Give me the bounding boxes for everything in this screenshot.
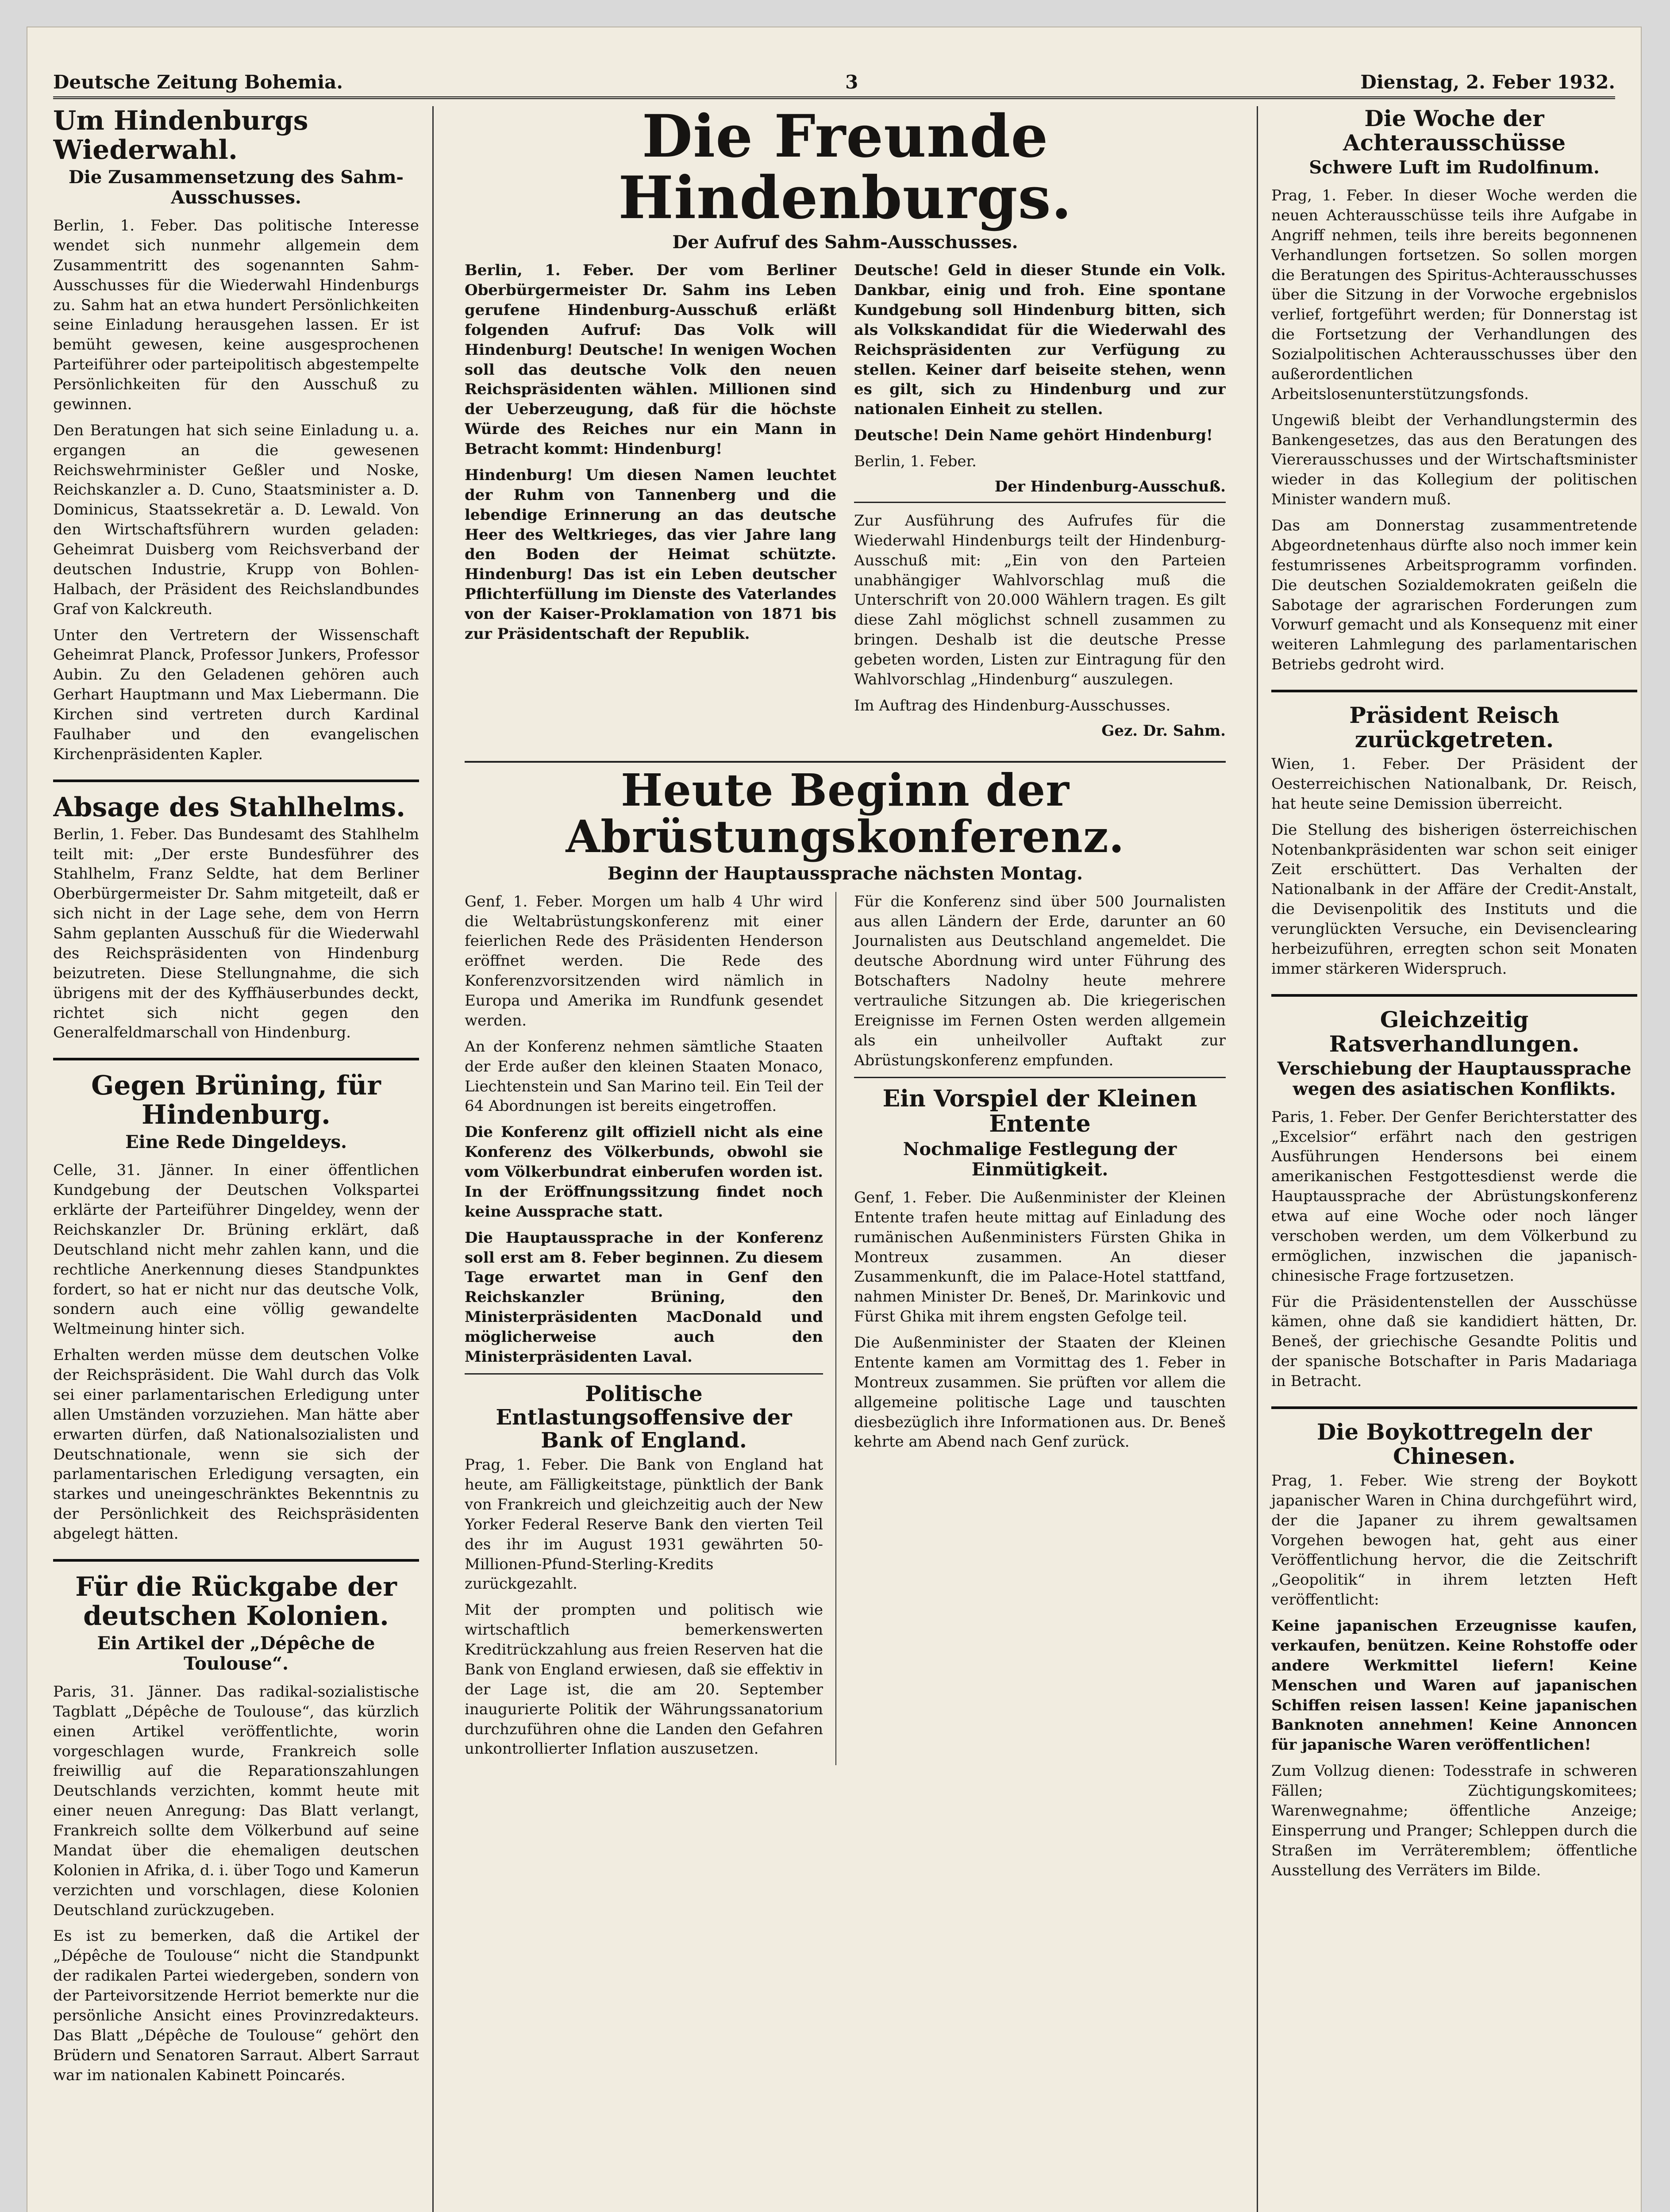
article-paragraph: Für die Präsidentenstellen der Ausschüsse kämen, ohne daß sie kandidiert hätten, Dr. Beneš, der griechische Gesandte Politis und der spanische Botschafter in Paris Madariaga in Betracht. [1271, 1293, 1637, 1390]
article-paragraph: Hindenburg! Um diesen Namen leuchtet der Ruhm von Tannenberg und die lebendige Erinnerung an das deutsche Heer des Weltkrieges, das vier Jahre lang den Boden der Heimat schützte. Hindenburg! Das ist ein Leben deutscher Pflichterfüllung im Dienste des Vaterlandes von der Kaiser-Proklamation von 1871 bis zur Präsidentschaft der Republik. [465, 466, 836, 643]
article-paragraph: Deutsche! Geld in dieser Stunde ein Volk. Dankbar, einig und froh. Eine spontane Kundgebung soll Hindenburg bitten, sich als Volkskandidat für die Wiederwahl des Reichspräsidenten zur Verfügung zu stellen. Keiner darf beiseite stehen, wenn es gilt, sich zu Hindenburg und zur nationalen Einheit zu stellen. [854, 261, 1226, 419]
article-paragraph: Genf, 1. Feber. Die Außenminister der Kleinen Entente trafen heute mittag auf Einladung des rumänischen Außenministers Fürsten Ghika in Montreux zusammen. An dieser Zusammenkunft, die im Palace-Hotel stattfand, nahmen Minister Dr. Beneš, Dr. Marinkovic und Fürst Ghika mit ihrem engsten Gefolge teil. [854, 1188, 1226, 1326]
article-subtitle: Schwere Luft im Rudolfinum. [1309, 157, 1600, 178]
article-paragraph: Genf, 1. Feber. Morgen um halb 4 Uhr wird die Weltabrüstungskonferenz mit einer feierlichen Rede des Präsidenten Henderson eröffnet werden. Die Rede des Konferenzvorsitzenden wird nämlich in Europa und Amerika im Rundfunk gesendet werden. [465, 892, 823, 1029]
article-subtitle: Die Zusammensetzung des Sahm-Ausschusses. [68, 167, 404, 208]
article-paragraph: Celle, 31. Jänner. In einer öffentlichen Kundgebung der Deutschen Volkspartei erklärte der Parteiführer Dingeldey, wenn der Reichskanzler Dr. Brüning erklärt, daß Deutschland nicht mehr zahlen kann, und die rechtliche Anerkennung dieses Standpunktes fordert, so hat er nicht nur das deutsche Volk, sondern auch eine völlig gewandelte Weltmeinung hinter sich. [53, 1161, 419, 1338]
article-paragraph: Wien, 1. Feber. Der Präsident der Oesterreichischen Nationalbank, Dr. Reisch, hat heute seine Demission überreicht. [1271, 755, 1637, 813]
article-paragraph: Zur Ausführung des Aufrufes für die Wiederwahl Hindenburgs teilt der Hindenburg-Ausschuß mit: „Ein von den Parteien unabhängiger Wahlvorschlag muß die Unterschrift von 20.000 Wählern tragen. Es gilt diese Zahl möglichst schnell zusammen zu bringen. Deshalb ist die deutsche Presse gebeten worden, Listen zur Eintragung für den Wahlvorschlag „Hindenburg“ auszulegen. [854, 511, 1226, 688]
left-column [53, 106, 434, 2212]
article-title: Die Boykottregeln der Chinesen. [1316, 1418, 1592, 1469]
article-paragraph: Den Beratungen hat sich seine Einladung u. a. ergangen an die gewesenen Reichswehrminister Geßler und Noske, Reichskanzler a. D. Cuno, Staatsminister a. D. Dominicus, Staatssekretär a. D. Lewald. Von den Wirtschaftsführern wurden geladen: Geheimrat Duisberg vom Reichsverband der deutschen Industrie, Krupp von Bohlen-Halbach, der Präsident des Reichslandbundes Graf von Kalckreuth. [53, 421, 419, 618]
article-hindenburg-wiederwahl [53, 106, 419, 764]
page-number: 3 [845, 71, 858, 93]
article-title: Gegen Brüning, für Hindenburg. [91, 1070, 381, 1131]
article-title: Ein Vorspiel der Kleinen Entente [882, 1085, 1197, 1137]
second-subtitle: Beginn der Hauptaussprache nächsten Montag. [607, 863, 1083, 884]
article-paragraph: Deutsche! Dein Name gehört Hindenburg! [854, 426, 1213, 445]
article-subtitle: Ein Artikel der „Dépêche de Toulouse“. [97, 1632, 375, 1674]
center-column [465, 106, 1226, 2212]
newspaper-page [27, 27, 1642, 2212]
article-title: Absage des Stahlhelms. [53, 791, 406, 823]
article-abruestung [465, 764, 1226, 1766]
article-paragraph: Es ist zu bemerken, daß die Artikel der „Dépêche de Toulouse“ nicht die Standpunkt der radikalen Partei wiedergeben, sondern von der Parteivorsitzende Herriot bemerkte nur die persönliche Ansicht eines Provinzredakteurs. Das Blatt „Dépêche de Toulouse“ gehört den Brüdern und Senatoren Sarraut. Albert Sarraut war im nationalen Kabinett Poincarés. [53, 1927, 419, 2084]
second-body [465, 892, 1226, 1766]
lead-body-left [465, 261, 836, 746]
section-rule [1271, 1406, 1637, 1409]
article-paragraph: Die Hauptaussprache in der Konferenz soll erst am 8. Feber beginnen. Zu diesem Tage erwartet man in Genf den Reichskanzler Brüning, den Ministerpräsidenten MacDonald und möglicherweise auch den Ministerpräsidenten Laval. [465, 1229, 823, 1366]
article-dateline: Berlin, 1. Feber. [854, 453, 977, 471]
article-paragraph: Im Auftrag des Hindenburg-Ausschusses. [854, 696, 1171, 714]
article-title: Um Hindenburgs Wiederwahl. [53, 106, 308, 165]
article-ratsverhandlungen [1271, 1007, 1637, 1391]
lead-body-right [854, 261, 1226, 746]
article-paragraph: Paris, 1. Feber. Der Genfer Berichterstatter des „Excelsior“ erfährt nach den gestrigen Ausführungen Hendersons bei einem amerikanischen Festgottesdienst werde die Hauptaussprache der Abrüstungskonferenz etwa auf eine Woche oder noch länger verschoben werden, um dem Völkerbund zu ermöglichen, inzwischen die japanisch-chinesische Frage fortzusetzen. [1271, 1108, 1637, 1285]
article-paragraph: Mit der prompten und politisch wie wirtschaftlich bemerkenswerten Kreditrückzahlung aus freien Reserven hat die Bank von England erwiesen, daß sie effektiv in der Lage ist, die am 20. September inaugurierte Politik der Währungssanatorium durchzuführen ohne die Landen den Gefahren unkontrollierter Inflation auszusetzen. [465, 1601, 823, 1758]
article-paragraph: Für die Konferenz sind über 500 Journalisten aus allen Ländern der Erde, darunter an 60 Journalisten aus Deutschland angemeldet. Die deutsche Abordnung wird unter Führung des Botschafters Nadolny heute mehrere vertrauliche Sitzungen ab. Die kriegerischen Ereignisse im Fernen Osten werden allgemein als ein unheilvoller Auftakt zur Abrüstungskonferenz empfunden. [854, 892, 1226, 1069]
article-paragraph: Ungewiß bleibt der Verhandlungstermin des Bankengesetzes, das aus den Beratungen des Viererausschusses und der Wirtschaftsminister wieder in das Kollegium der politischen Minister wandern muß. [1271, 411, 1637, 509]
article-paragraph: Berlin, 1. Feber. Das politische Interesse wendet sich nunmehr allgemein dem Zusammentritt des sogenannten Sahm-Ausschusses für die Wiederwahl Hindenburgs zu. Sahm hat an etwa hundert Persönlichkeiten seine Einladung herausgehen lassen. Er ist bemüht gewesen, keine ausgesprochenen Parteiführer oder parteipolitisch abgestempelte Persönlichkeiten für den Ausschuß zu gewinnen. [53, 217, 419, 413]
article-achterausschuesse [1271, 106, 1637, 675]
article-paragraph: Die Stellung des bisherigen österreichischen Notenbankpräsidenten war schon seit einiger Zeit erschüttert. Das Verhalten der Nationalbank in der Affäre der Credit-Anstalt, die Devisenpolitik des Instituts und die verunglückten Versuche, ein Devisenclearing herbeizuführen, erregten schon seit Monaten immer stärkeren Widerspruch. [1271, 821, 1637, 978]
issue-date: Dienstag, 2. Feber 1932. [1360, 71, 1615, 93]
article-paragraph: Berlin, 1. Feber. Der vom Berliner Oberbürgermeister Dr. Sahm ins Leben gerufene Hindenburg-Ausschuß erläßt folgenden Aufruf: Das Volk will Hindenburg! Deutsche! In wenigen Wochen soll das deutsche Volk den neuen Reichspräsidenten wählen. Millionen sind der Ueberzeugung, daß für die höchste Würde des Reiches nur ein Mann in Betracht kommt: Hindenburg! [465, 261, 836, 458]
section-rule [465, 761, 1226, 763]
article-paragraph: Die Konferenz gilt offiziell nicht als eine Konferenz des Völkerbunds, obwohl sie vom Völkerbundrat einberufen worden ist. In der Eröffnungssitzung findet noch keine Aussprache statt. [465, 1123, 823, 1221]
section-rule [53, 780, 419, 782]
divider [465, 1373, 823, 1375]
article-paragraph: Keine japanischen Erzeugnisse kaufen, verkaufen, benützen. Keine Rohstoffe oder andere Werkmittel liefern! Keine Menschen und Waren auf japanischen Schiffen reisen lassen! Keine japanischen Banknoten annehmen! Keine Annoncen für japanische Waren veröffentlichen! [1271, 1617, 1637, 1754]
article-paragraph: Prag, 1. Feber. Die Bank von England hat heute, am Fälligkeitstage, pünktlich der Bank von Frankreich und gleichzeitig auch der New Yorker Federal Reserve Bank den vierten Teil des ihr im August 1931 gewährten 50-Millionen-Pfund-Sterling-Kredits zurückgezahlt. [465, 1456, 823, 1593]
article-paragraph: Das am Donnerstag zusammentretende Abgeordnetenhaus dürfte also noch immer kein festumrissenes Arbeitsprogramm vorfinden. Die deutschen Sozialdemokraten geißeln die Sabotage der agrarischen Forderungen zum Vorwurf gemacht und als Konsequenz mit einer weiteren Lahmlegung des parlamentarischen Betriebs gedroht wird. [1271, 517, 1637, 674]
article-paragraph: Erhalten werden müsse dem deutschen Volke der Reichspräsident. Die Wahl durch das Volk sei einer parlamentarischen Erledigung unter allen Umständen vorzuziehen. Man hätte aber erwarten dürfen, daß Nationalsozialisten und Deutschnationale, wenn sie sich der parlamentarischen Erledigung versagten, ein starkes und uneingeschränktes Bekenntnis zu der Persönlichkeit des Reichspräsidenten abgelegt hätten. [53, 1346, 419, 1543]
article-boykott [1271, 1420, 1637, 1881]
article-paragraph: An der Konferenz nehmen sämtliche Staaten der Erde außer den kleinen Staaten Monaco, Liechtenstein und San Marino teil. Ein Teil der 64 Abordnungen ist bereits eingetroffen. [465, 1037, 823, 1115]
lead-body [465, 261, 1226, 746]
article-title: Die Woche der Achterausschüsse [1343, 106, 1566, 156]
article-freunde-hindenburgs [465, 106, 1226, 746]
article-title: Präsident Reisch zurückgetreten. [1349, 702, 1559, 753]
section-rule [1271, 690, 1637, 692]
page-grid [53, 106, 1637, 2212]
article-paragraph: Berlin, 1. Feber. Das Bundesamt des Stahlhelm teilt mit: „Der erste Bundesführer des Stahlhelm, Franz Seldte, hat dem Berliner Oberbürgermeister Dr. Sahm mitgeteilt, daß er sich nicht in der Lage sehe, dem von Herrn Sahm geplanten Ausschuß für die Wiederwahl des Reichspräsidenten von Hindenburg beizutreten. Diese Stellungnahme, die sich übrigens mit der des Kyffhäuserbundes deckt, richtet sich nicht gegen den Generalfeldmarschall von Hindenburg. [53, 825, 419, 1042]
section-rule [53, 1559, 419, 1562]
second-body-left [465, 892, 836, 1766]
paper-name: Deutsche Zeitung Bohemia. [53, 71, 343, 93]
right-column [1257, 106, 1637, 2212]
article-paragraph: Prag, 1. Feber. Wie streng der Boykott japanischer Waren in China durchgeführt wird, der die Japaner zu ihrem gewaltsamen Vorgehen bewogen hat, geht aus einer Veröffentlichung hervor, die die Zeitschrift „Geopolitik“ in ihrem letzten Heft veröffentlicht: [1271, 1471, 1637, 1609]
article-subtitle: Nochmalige Festlegung der Einmütigkeit. [903, 1138, 1177, 1180]
article-paragraph: Unter den Vertretern der Wissenschaft Geheimrat Planck, Professor Junkers, Professor Aubin. Zu den Geladenen gehören auch Gerhart Hauptmann und Max Liebermann. Die Kirchen sind vertreten durch Kardinal Faulhaber und den evangelischen Kirchenpräsidenten Kapler. [53, 626, 419, 763]
article-paragraph: Die Außenminister der Staaten der Kleinen Entente kamen am Vormittag des 1. Feber in Montreux zusammen. Sie prüften vor allem die allgemeine politische Lage und tauschten diesbezüglich ihre Informationen aus. Dr. Beneš kehrte am Abend nach Genf zurück. [854, 1334, 1226, 1451]
article-title: Gleichzeitig Ratsverhandlungen. [1329, 1006, 1580, 1057]
divider [854, 1077, 1226, 1078]
article-signature: Der Hindenburg-Ausschuß. [994, 477, 1226, 495]
article-title: Politische Entlastungsoffensive der Bank of England. [496, 1381, 792, 1453]
article-paragraph: Paris, 31. Jänner. Das radikal-sozialistische Tagblatt „Dépêche de Toulouse“, das kürzlich einen Artikel veröffentlichte, worin vorgeschlagen wurde, Frankreich solle freiwillig auf die Reparationszahlungen Deutschlands verzichten, kommt heute mit einer neuen Anregung: Das Blatt verlangt, Frankreich sollte dem Völkerbund auf seine Mandat über die ehemaligen deutschen Kolonien in Afrika, d. i. über Togo und Kamerun verzichten und vorschlagen, diese Kolonien Deutschland zurückzugeben. [53, 1682, 419, 1919]
article-dingeldey [53, 1071, 419, 1544]
article-signature: Gez. Dr. Sahm. [1101, 722, 1226, 740]
article-subtitle: Eine Rede Dingeldeys. [125, 1132, 347, 1153]
article-paragraph: Zum Vollzug dienen: Todesstrafe in schweren Fällen; Züchtigungskomitees; Warenwegnahme; öffentliche Anzeige; Einsperrung und Pranger; Schleppen durch die Straßen im Verräteremblem; öffentliche Ausstellung des Verräters im Bilde. [1271, 1762, 1637, 1879]
article-subtitle: Verschiebung der Hauptaussprache wegen des asiatischen Konflikts. [1277, 1058, 1632, 1099]
article-stahlhelm [53, 793, 419, 1043]
running-head [53, 53, 1615, 99]
section-rule [1271, 994, 1637, 997]
divider [854, 502, 1226, 503]
lead-headline: Die Freunde Hindenburgs. [618, 106, 1072, 232]
article-paragraph: Prag, 1. Feber. In dieser Woche werden die neuen Achterausschüsse teils ihre Aufgabe in Angriff nehmen, teils ihre bereits begonnenen Verhandlungen fortsetzen. So sollen morgen die Beratungen des Spiritus-Achterausschusses über die Sitzung in der Vorwoche ergebnislos verlief, fortgeführt werden; für Donnerstag ist die Fortsetzung der Verhandlungen des Sozialpolitischen Achterausschusses über den außerordentlichen Arbeitslosenunterstützungsfonds. [1271, 187, 1637, 403]
article-kolonien [53, 1572, 419, 2085]
article-reisch [1271, 703, 1637, 979]
second-body-right [854, 892, 1226, 1766]
section-rule [53, 1058, 419, 1060]
article-title: Für die Rückgabe der deutschen Kolonien. [75, 1571, 397, 1632]
second-headline: Heute Beginn der Abrüstungskonferenz. [566, 764, 1125, 863]
lead-subtitle: Der Aufruf des Sahm-Ausschusses. [672, 232, 1018, 253]
